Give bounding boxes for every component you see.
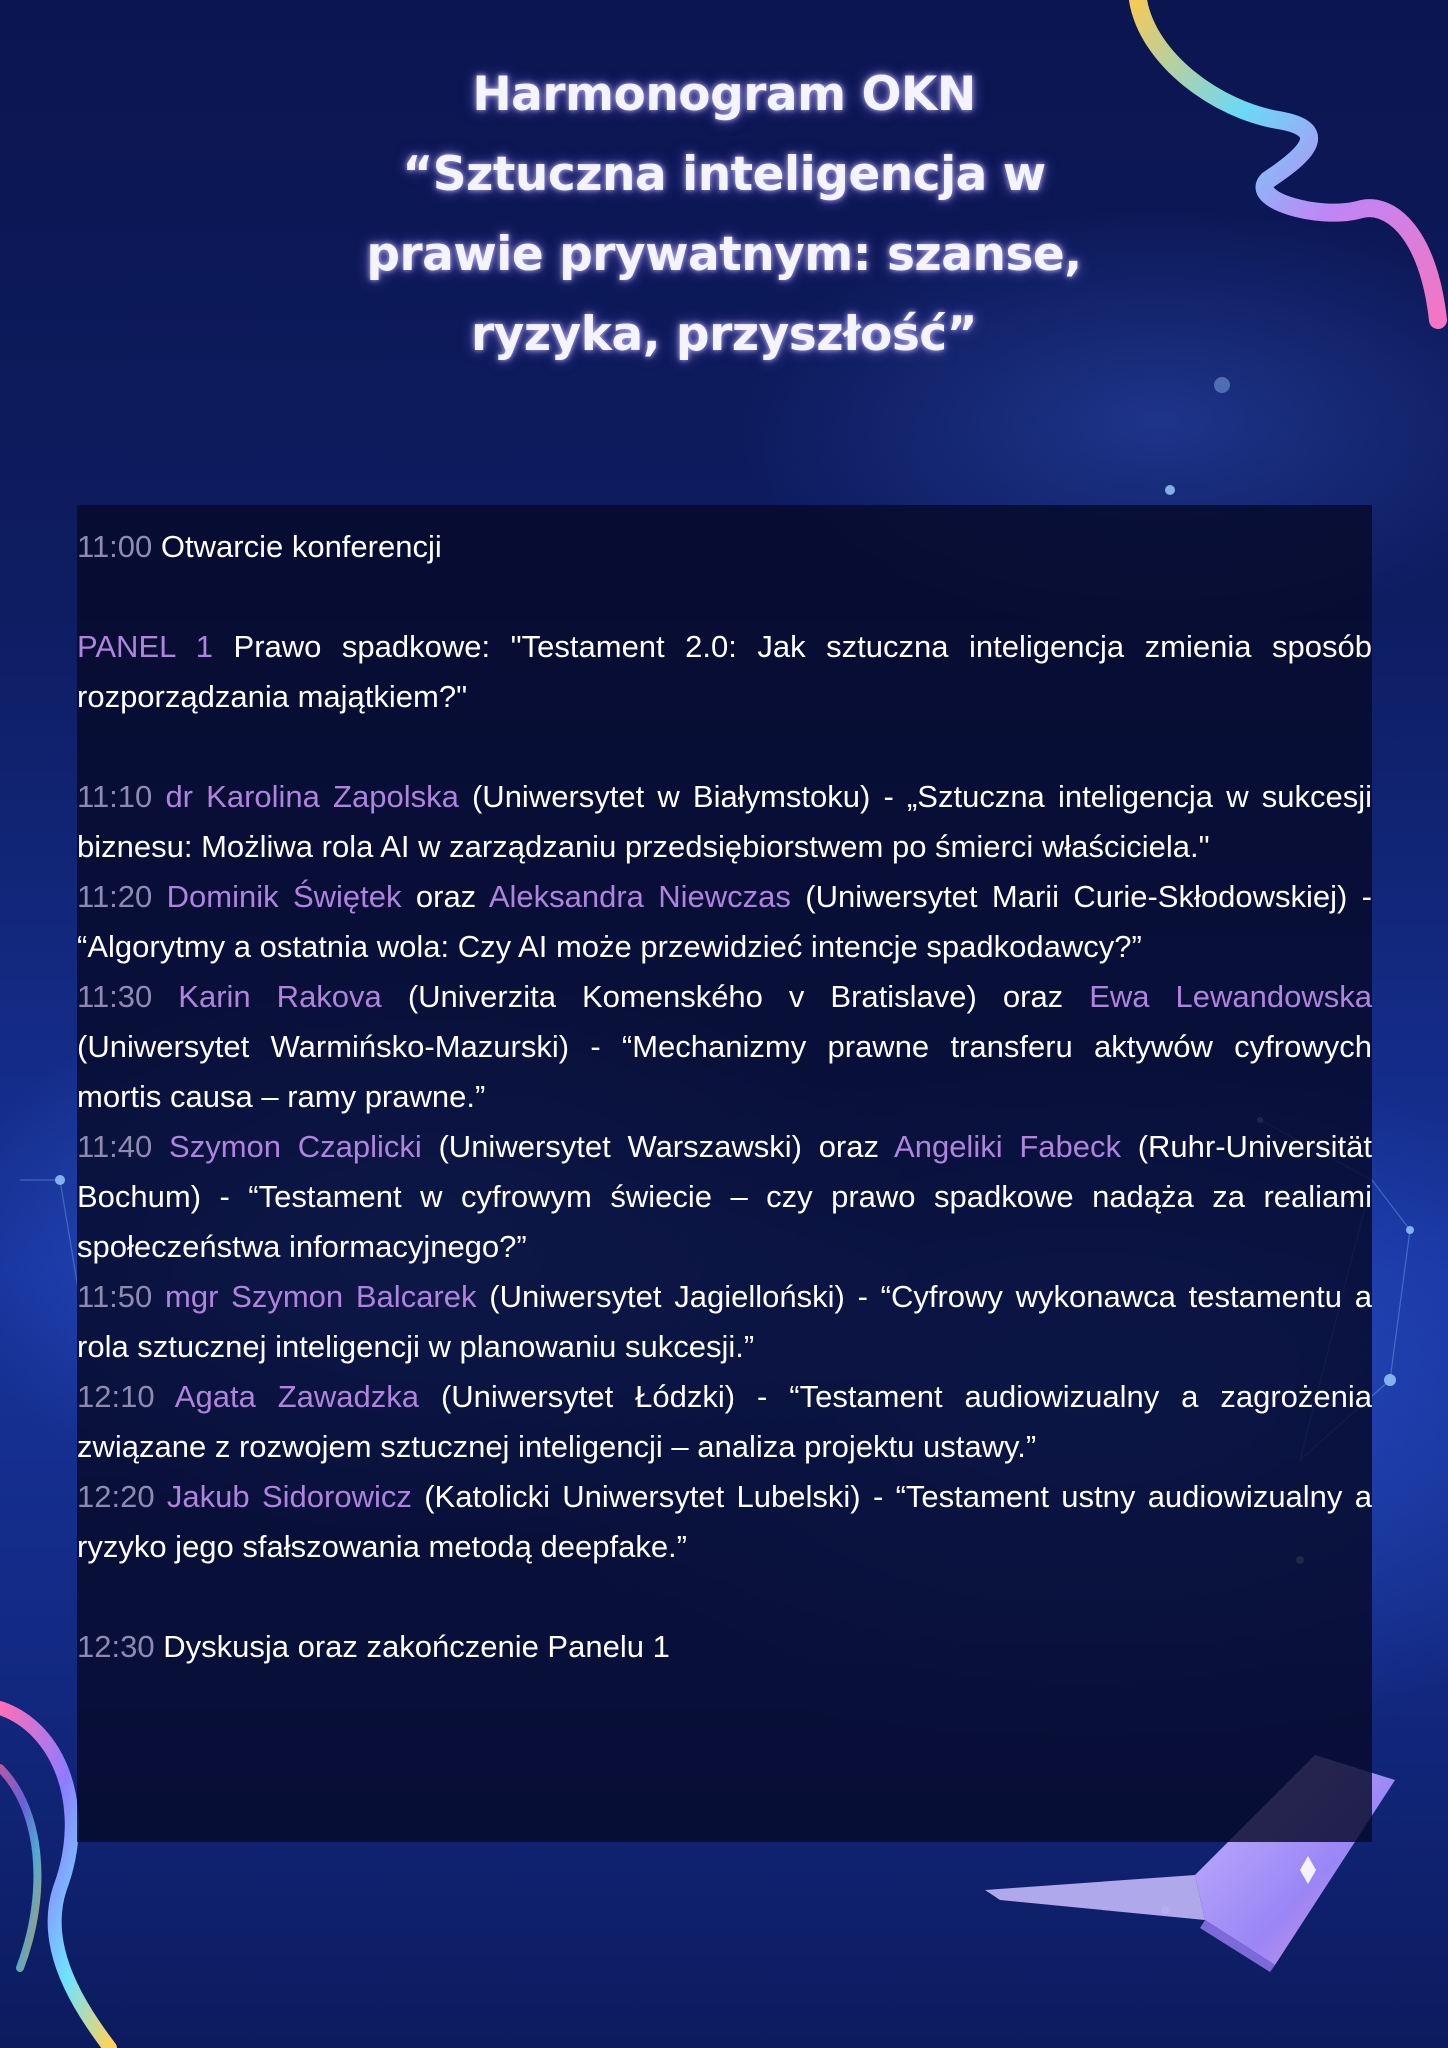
time-label: 11:20 xyxy=(77,879,153,914)
schedule-item xyxy=(77,1272,1372,1372)
talk-text: (Uniwersytet Łódzki) - “Testament audiowizualny a zagrożenia związane z rozwojem sztucznej inteligencji – analiza projektu ustawy.” xyxy=(77,1379,1372,1464)
time-label: 12:10 xyxy=(77,1379,155,1414)
schedule-item xyxy=(77,1472,1372,1572)
speaker-name: Agata Zawadzka xyxy=(174,1379,420,1414)
connector-text: oraz xyxy=(415,879,477,914)
talk-text: (Katolicki Uniwersytet Lubelski) - “Testament ustny audiowizualny a ryzyko jego sfałszowania metodą deepfake.” xyxy=(77,1479,1372,1564)
talk-text: (Uniwersytet w Białymstoku) - „Sztuczna inteligencja w sukcesji biznesu: Możliwa rola AI w zarządzaniu przedsiębiorstwem po śmierci właściciela." xyxy=(77,779,1372,864)
schedule-item-opening xyxy=(77,522,1372,572)
title-line: “Sztuczna inteligencja w xyxy=(402,147,1046,202)
speaker-name: Aleksandra Niewczas xyxy=(488,879,791,914)
schedule-item xyxy=(77,872,1372,972)
speaker-name: Szymon Czaplicki xyxy=(169,1129,422,1164)
speaker-name: mgr Szymon Balcarek xyxy=(165,1279,477,1314)
time-label: 11:40 xyxy=(77,1129,153,1164)
speaker-name: Jakub Sidorowicz xyxy=(166,1479,412,1514)
schedule-item xyxy=(77,972,1372,1122)
time-label: 11:10 xyxy=(77,779,153,814)
affiliation-text: (Uniwersytet Warszawski) oraz xyxy=(438,1129,880,1164)
talk-text: (Uniwersytet Jagielloński) - “Cyfrowy wykonawca testamentu a rola sztucznej inteligencji w planowaniu sukcesji.” xyxy=(77,1279,1372,1364)
time-label: 11:00 xyxy=(77,529,153,564)
panel-heading xyxy=(77,622,1372,722)
speaker-name: Dominik Świętek xyxy=(166,879,402,914)
speaker-name: Angeliki Fabeck xyxy=(894,1129,1121,1164)
speaker-name: Karin Rakova xyxy=(178,979,382,1014)
item-text: Otwarcie konferencji xyxy=(160,529,442,564)
panel-label: PANEL 1 xyxy=(77,629,213,664)
time-label: 12:20 xyxy=(77,1479,155,1514)
schedule-item xyxy=(77,1372,1372,1472)
title-line: prawie prywatnym: szanse, xyxy=(366,227,1082,282)
time-label: 11:50 xyxy=(77,1279,153,1314)
item-text: Dyskusja oraz zakończenie Panelu 1 xyxy=(163,1629,670,1664)
schedule-item xyxy=(77,772,1372,872)
schedule xyxy=(77,522,1372,1672)
time-label: 12:30 xyxy=(77,1629,155,1664)
panel-title: Prawo spadkowe: "Testament 2.0: Jak sztuczna inteligencja zmienia sposób rozporządzania majątkiem?" xyxy=(77,629,1372,714)
schedule-item-closing xyxy=(77,1622,1372,1672)
affiliation-text: (Univerzita Komenského v Bratislave) oraz xyxy=(407,979,1064,1014)
speaker-name: dr Karolina Zapolska xyxy=(165,779,459,814)
title-line: Harmonogram OKN xyxy=(472,67,976,122)
talk-text: (Uniwersytet Warmińsko-Mazurski) - “Mechanizmy prawne transferu aktywów cyfrowych mortis causa – ramy prawne.” xyxy=(77,1029,1372,1114)
time-label: 11:30 xyxy=(77,979,153,1014)
talk-text: (Ruhr-Universität Bochum) - “Testament w cyfrowym świecie – czy prawo spadkowe nadąża za realiami społeczeństwa informacyjnego?” xyxy=(77,1129,1372,1264)
title-line: ryzyka, przyszłość” xyxy=(470,307,978,362)
talk-text: (Uniwersytet Marii Curie-Skłodowskiej) - “Algorytmy a ostatnia wola: Czy AI może przewidzieć intencje spadkodawcy?” xyxy=(77,879,1372,964)
schedule-item xyxy=(77,1122,1372,1272)
speaker-name: Ewa Lewandowska xyxy=(1089,979,1372,1014)
page-title xyxy=(0,55,1448,375)
